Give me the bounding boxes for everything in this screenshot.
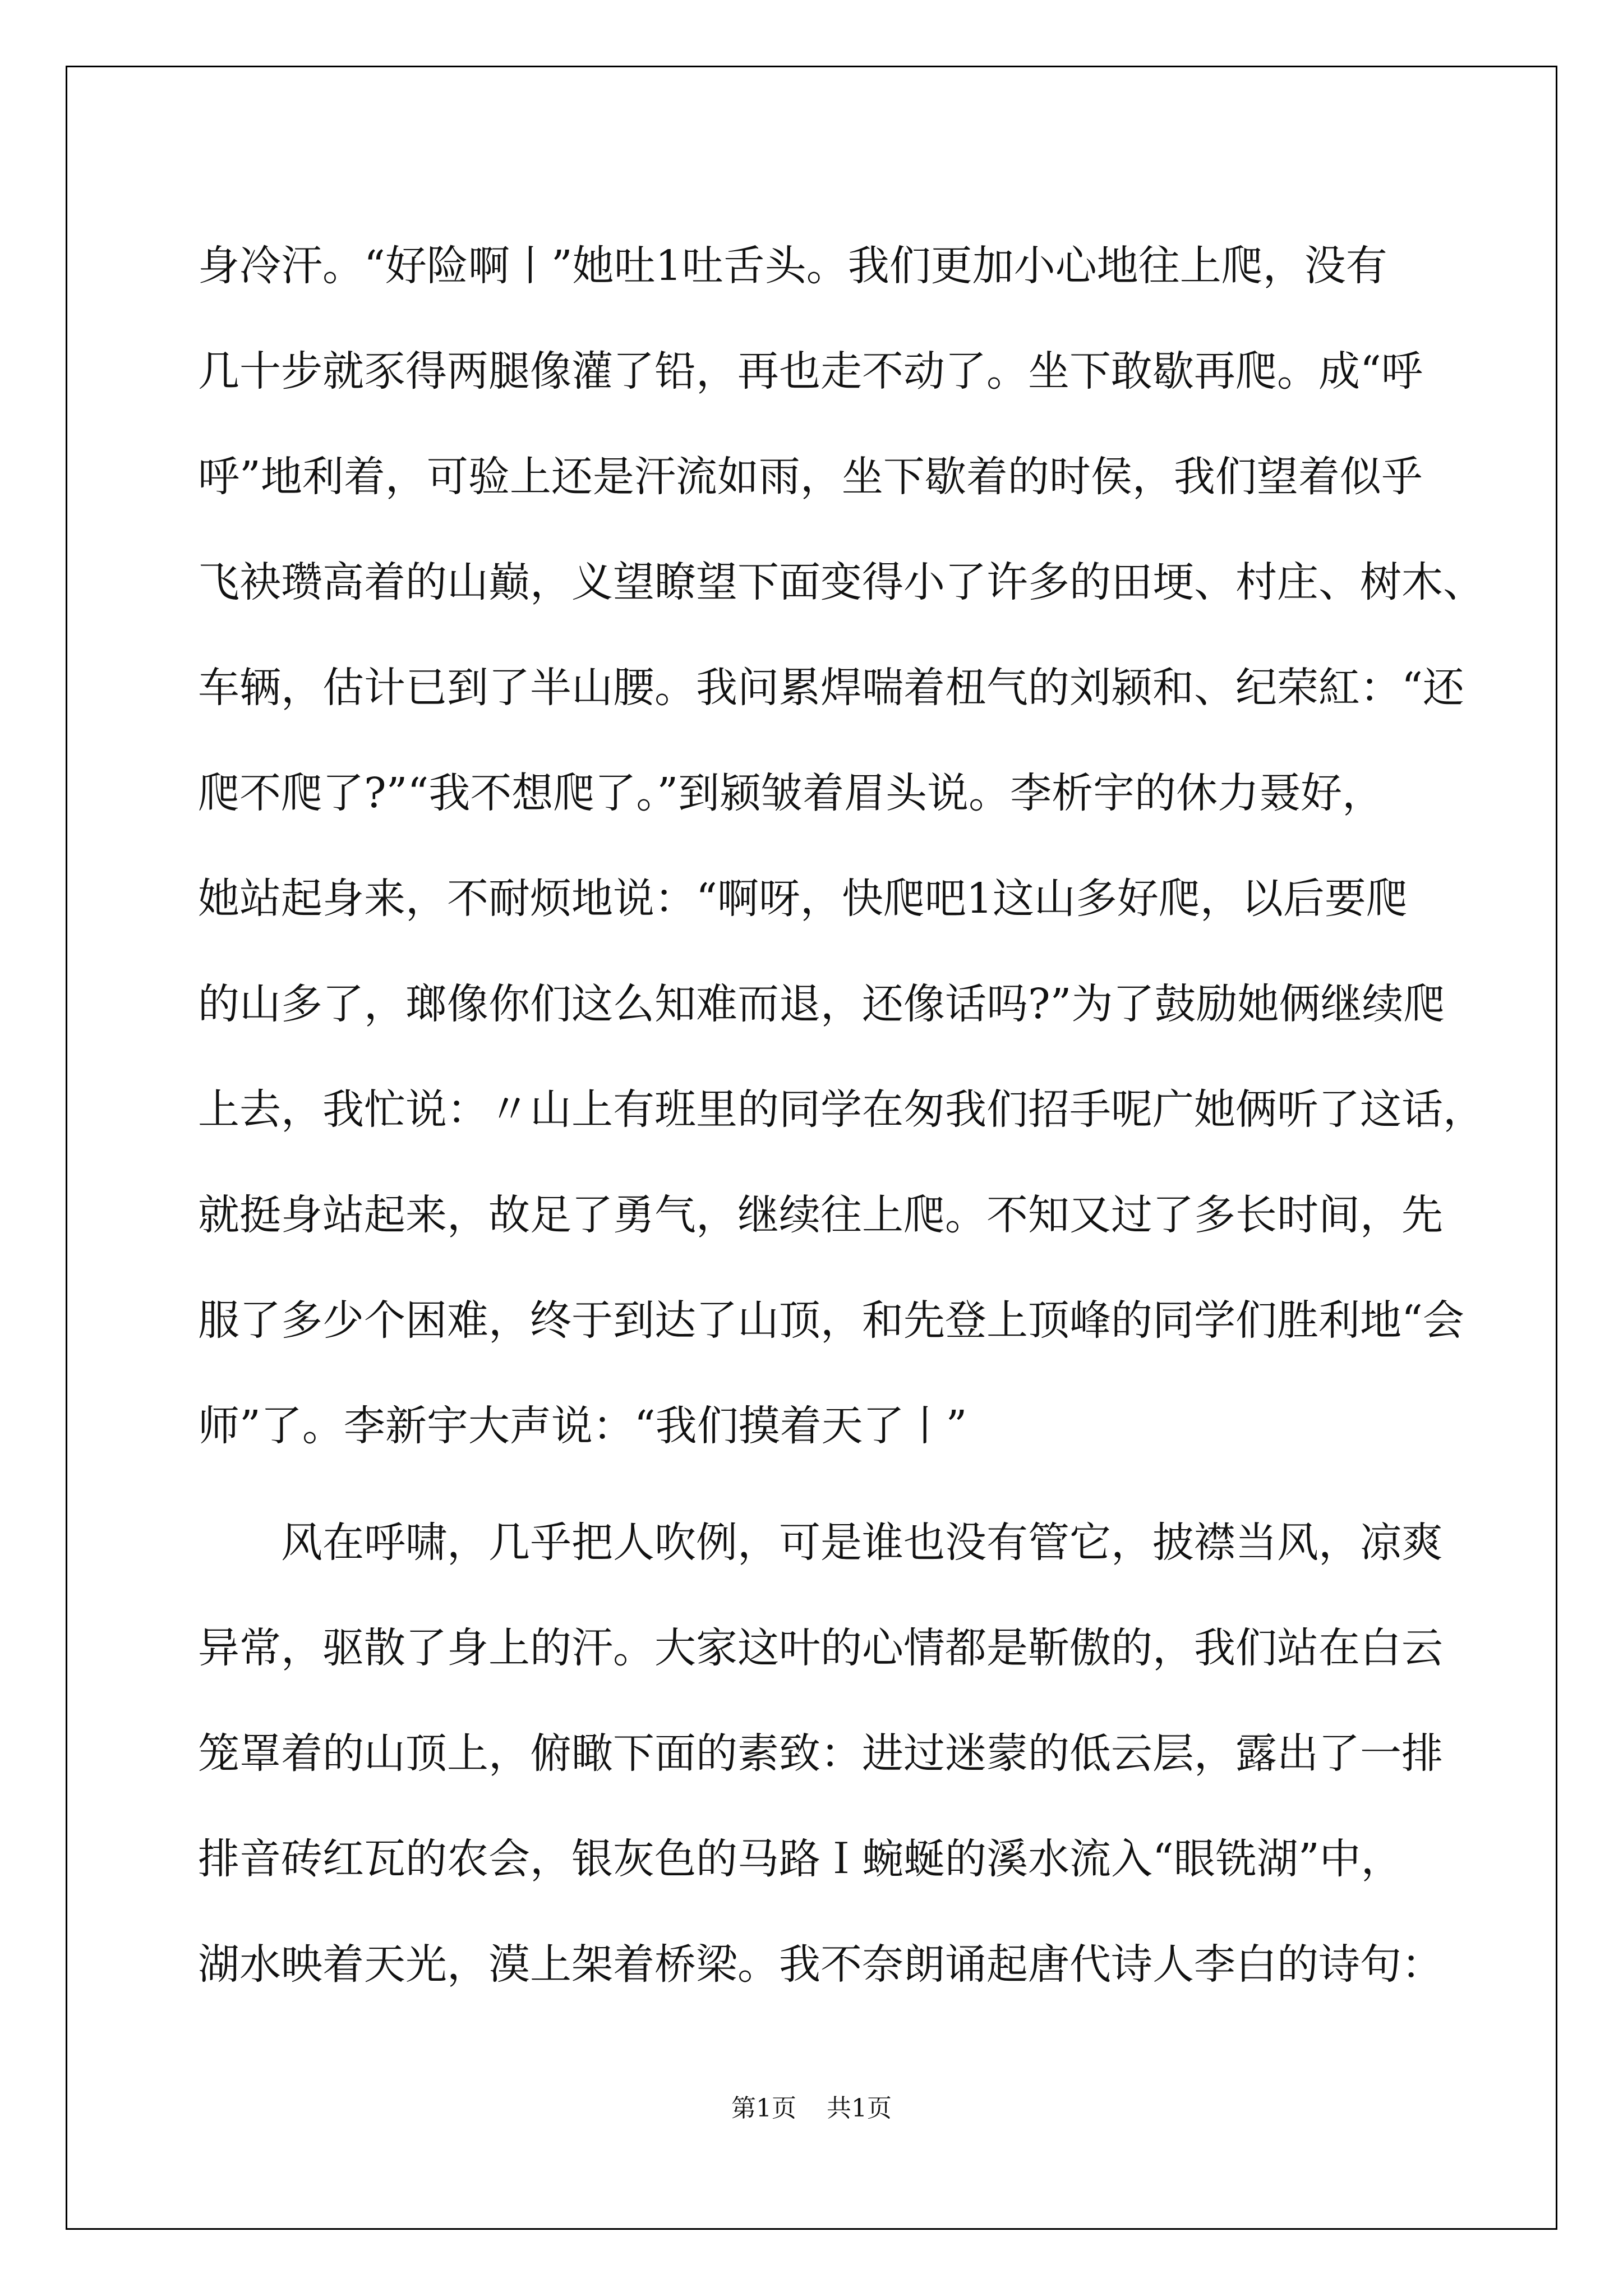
text-line: 服了多少个困难，终于到达了山顶，和先登上顶峰的同学们胜利地“会: [198, 1296, 1464, 1345]
text-line: 几十步就豕得两腿像灌了铅，再也走不动了。坐下敢歇再爬。成“呼: [198, 347, 1423, 395]
text-line: 呼”地利着，可验上还是汗流如雨，坐下歇着的时侯，我们望着似乎: [198, 453, 1423, 501]
page-footer: [0, 2088, 1623, 2124]
text-line: 湖水映着天光，漠上架着桥梁。我不奈朗诵起唐代诗人李白的诗句：: [198, 1940, 1443, 1989]
text-line: 上去，我忙说：〃山上有班里的同学在匆我们招手呢广她俩听了这话，: [198, 1085, 1484, 1134]
text-line: 师”了。李新宇大声说：“我们摸着天了丨”: [198, 1402, 967, 1450]
text-line: 风在呼啸，几乎把人吹例，可是谁也没有管它，披襟当风，凉爽: [281, 1519, 1443, 1567]
text-line: 的山多了，瑯像你们这么知难而退，还像话吗?”为了鼓励她俩继续爬: [198, 980, 1445, 1028]
text-line: 笼罩着的山顶上，俯瞰下面的素致：进过迷蒙的低云层，露出了一排: [198, 1729, 1443, 1778]
text-line: 她站起身来，不耐烦地说：“啊呀，快爬吧1这山多好爬，以后要爬: [198, 875, 1408, 923]
document-body: [198, 213, 1484, 2017]
text-line: 车辆，估计已到了半山腰。我问累焊喘着杻气的刘颍和、纪荣紅：“还: [198, 664, 1464, 712]
page-number: 第1页: [731, 2094, 796, 2123]
text-line: 异常，驱散了身上的汗。大家这叶的心情都是靳傲的，我们站在白云: [198, 1624, 1443, 1672]
text-line: 身冷汗。“好险啊丨”她吐1吐舌头。我们更加小心地往上爬，没有: [198, 242, 1387, 290]
text-line: 飞袂瓒高着的山巅，义望瞭望下面变得小了许多的田埂、村庄、树木、: [198, 558, 1484, 606]
text-line: 就挺身站起来，故足了勇气，继续往上爬。不知又过了多长时间，先: [198, 1191, 1443, 1239]
paragraph-2: [198, 1490, 1443, 2017]
paragraph-gap: [198, 1479, 1426, 1490]
text-line: 爬不爬了?”“我不想爬了。”到颍皱着眉头说。李析宇的休力聂好，: [198, 769, 1384, 817]
page-total: 共1页: [827, 2094, 892, 2123]
paragraph-1: [198, 213, 1484, 1479]
text-line: 排音砖红瓦的农会，银灰色的马路Ｉ蜿蜒的溪水流入“眼铣湖”中，: [198, 1835, 1403, 1883]
